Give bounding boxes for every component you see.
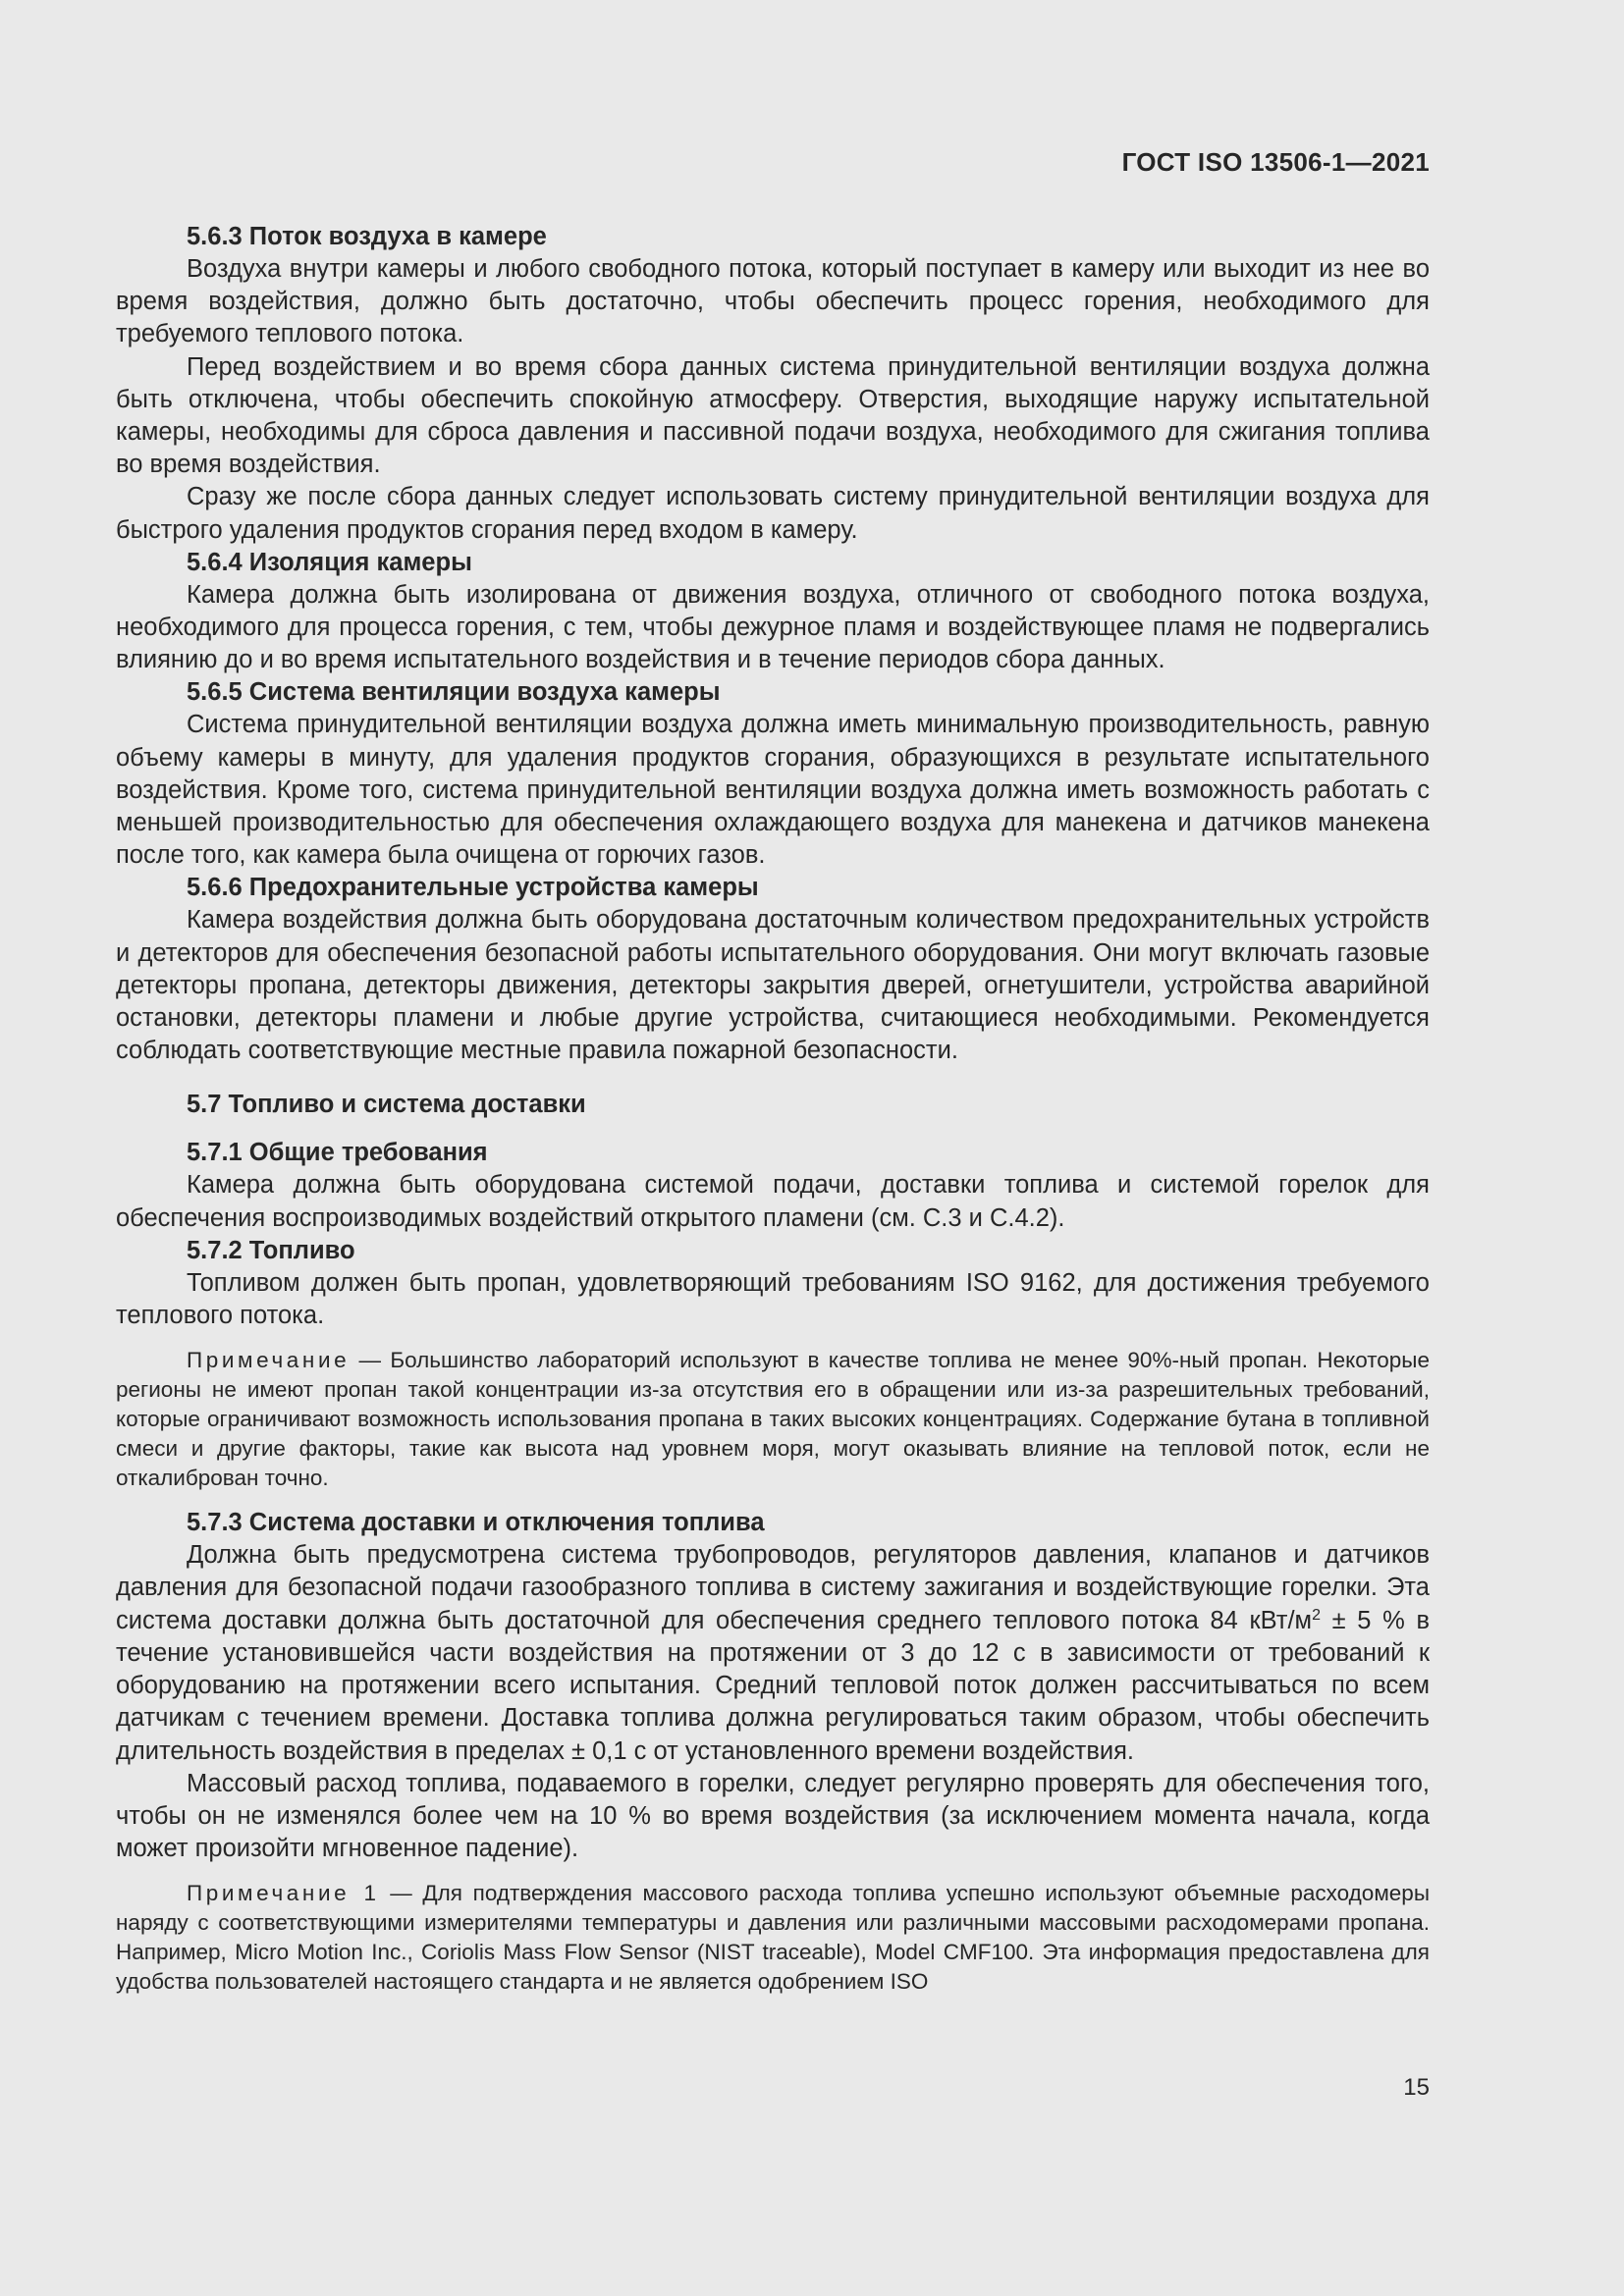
paragraph: Воздуха внутри камеры и любого свободного потока, который поступает в камеру или выходит из нее во время воздействия, должно быть достаточно, чтобы обеспечить процесс горения, необходимого для требуемого теплового потока. [116,255,1430,348]
section-heading-5-6-6: 5.6.6 Предохранительные устройства камеры [187,874,759,902]
paragraph: Сразу же после сбора данных следует использовать систему принудительной вентиляции воздуха для быстрого удаления продуктов сгорания перед входом в камеру. [116,483,1430,544]
note [116,1879,1430,1997]
paragraph-part: Должна быть предусмотрена система трубопроводов, регуляторов давления, клапанов и датчиков давления для безопасной подачи газообразного топлива в систему зажигания и воздействующие горелки. Эта система доставки должна быть достаточной для обеспечения среднего теплового потока 84 кВт/м [116,1541,1430,1634]
section-heading-5-7-1: 5.7.1 Общие требования [187,1139,488,1167]
page-number: 15 [1403,2074,1430,2101]
paragraph: Система принудительной вентиляции воздуха должна иметь минимальную производительность, равную объему камеры в минуту, для удаления продуктов сгорания, образующихся в результате испытательного воздействия. Кроме того, система принудительной вентиляции воздуха должна иметь возможность работать с меньшей производительностью для обеспечения охлаждающего воздуха для манекена и датчиков манекена после того, как камера была очищена от горючих газов. [116,711,1430,870]
paragraph: Камера воздействия должна быть оборудована достаточным количеством предохранительных устройств и детекторов для обеспечения безопасной работы испытательного оборудования. Они могут включать газовые детекторы пропана, детекторы движения, детекторы закрытия дверей, огнетушители, устройства аварийной остановки, детекторы пламени и любые другие устройства, считающиеся необходимыми. Рекомендуется соблюдать соответствующие местные правила пожарной безопасности. [116,906,1430,1065]
note-text: — Большинство лабораторий используют в качестве топлива не менее 90%-ный пропан. Некоторые регионы не имеют пропан такой концентрации из-за отсутствия его в обращении или из-за разрешительных требований, которые ограничивают возможность использования пропана в таких высоких концентрациях. Содержание бутана в топливной смеси и другие факторы, такие как высота над уровнем моря, могут оказывать влияние на тепловой поток, если не откалиброван точно. [116,1348,1430,1491]
paragraph: Массовый расход топлива, подаваемого в горелки, следует регулярно проверять для обеспечения того, чтобы он не изменялся более чем на 10 % во время воздействия (за исключением момента начала, когда может произойти мгновенное падение). [116,1769,1430,1863]
page-content [116,221,1430,2010]
section-heading-5-7-3: 5.7.3 Система доставки и отключения топлива [187,1509,765,1537]
note-label: Примечание [187,1348,351,1373]
note-text: — Для подтверждения массового расхода топлива успешно используют объемные расходомеры наряду с соответствующими измерителями температуры и давления или различными массовыми расходомерами пропана. Например, Micro Motion Inc., Coriolis Mass Flow Sensor (NIST traceable), Model CMF100. Эта информация предоставлена для удобства пользователей настоящего стандарта и не является одобрением ISO [116,1881,1430,1995]
note-label: Примечание 1 [187,1881,380,1906]
section-heading-5-6-4: 5.6.4 Изоляция камеры [187,548,472,576]
section-heading-5-6-5: 5.6.5 Система вентиляции воздуха камеры [187,678,721,707]
paragraph: Камера должна быть изолирована от движения воздуха, отличного от свободного потока воздуха, необходимого для процесса горения, с тем, чтобы дежурное пламя и воздействующее пламя не подвергались влиянию до и во время испытательного воздействия и в течение периодов сбора данных. [116,580,1430,674]
document-code: ГОСТ ISO 13506-1—2021 [1121,147,1430,177]
note [116,1346,1430,1493]
section-heading-5-6-3: 5.6.3 Поток воздуха в камере [187,223,547,250]
paragraph: Перед воздействием и во время сбора данных система принудительной вентиляции воздуха должна быть отключена, чтобы обеспечить спокойную атмосферу. Отверстия, выходящие наружу испытательной камеры, необходимы для сброса давления и пассивной подачи воздуха, необходимого для сжигания топлива во время воздействия. [116,352,1430,479]
superscript: 2 [1312,1606,1321,1624]
paragraph: Топливом должен быть пропан, удовлетворяющий требованиям ISO 9162, для достижения требуемого теплового потока. [116,1268,1430,1330]
paragraph: Камера должна быть оборудована системой подачи, доставки топлива и системой горелок для обеспечения воспроизводимых воздействий открытого пламени (см. С.3 и С.4.2). [116,1171,1430,1232]
section-heading-5-7: 5.7 Топливо и система доставки [187,1091,586,1119]
section-heading-5-7-2: 5.7.2 Топливо [187,1236,355,1264]
paragraph-part: ± 5 % в течение установившейся части воздействия на протяжении от 3 до 12 с в зависимости от требований к оборудованию на протяжении всего испытания. Средний тепловой поток должен рассчитываться по всем датчикам с течением времени. Доставка топлива должна регулироваться таким образом, чтобы обеспечить длительность воздействия в пределах ± 0,1 с от установленного времени воздействия. [116,1606,1430,1765]
paragraph [116,1539,1430,1767]
